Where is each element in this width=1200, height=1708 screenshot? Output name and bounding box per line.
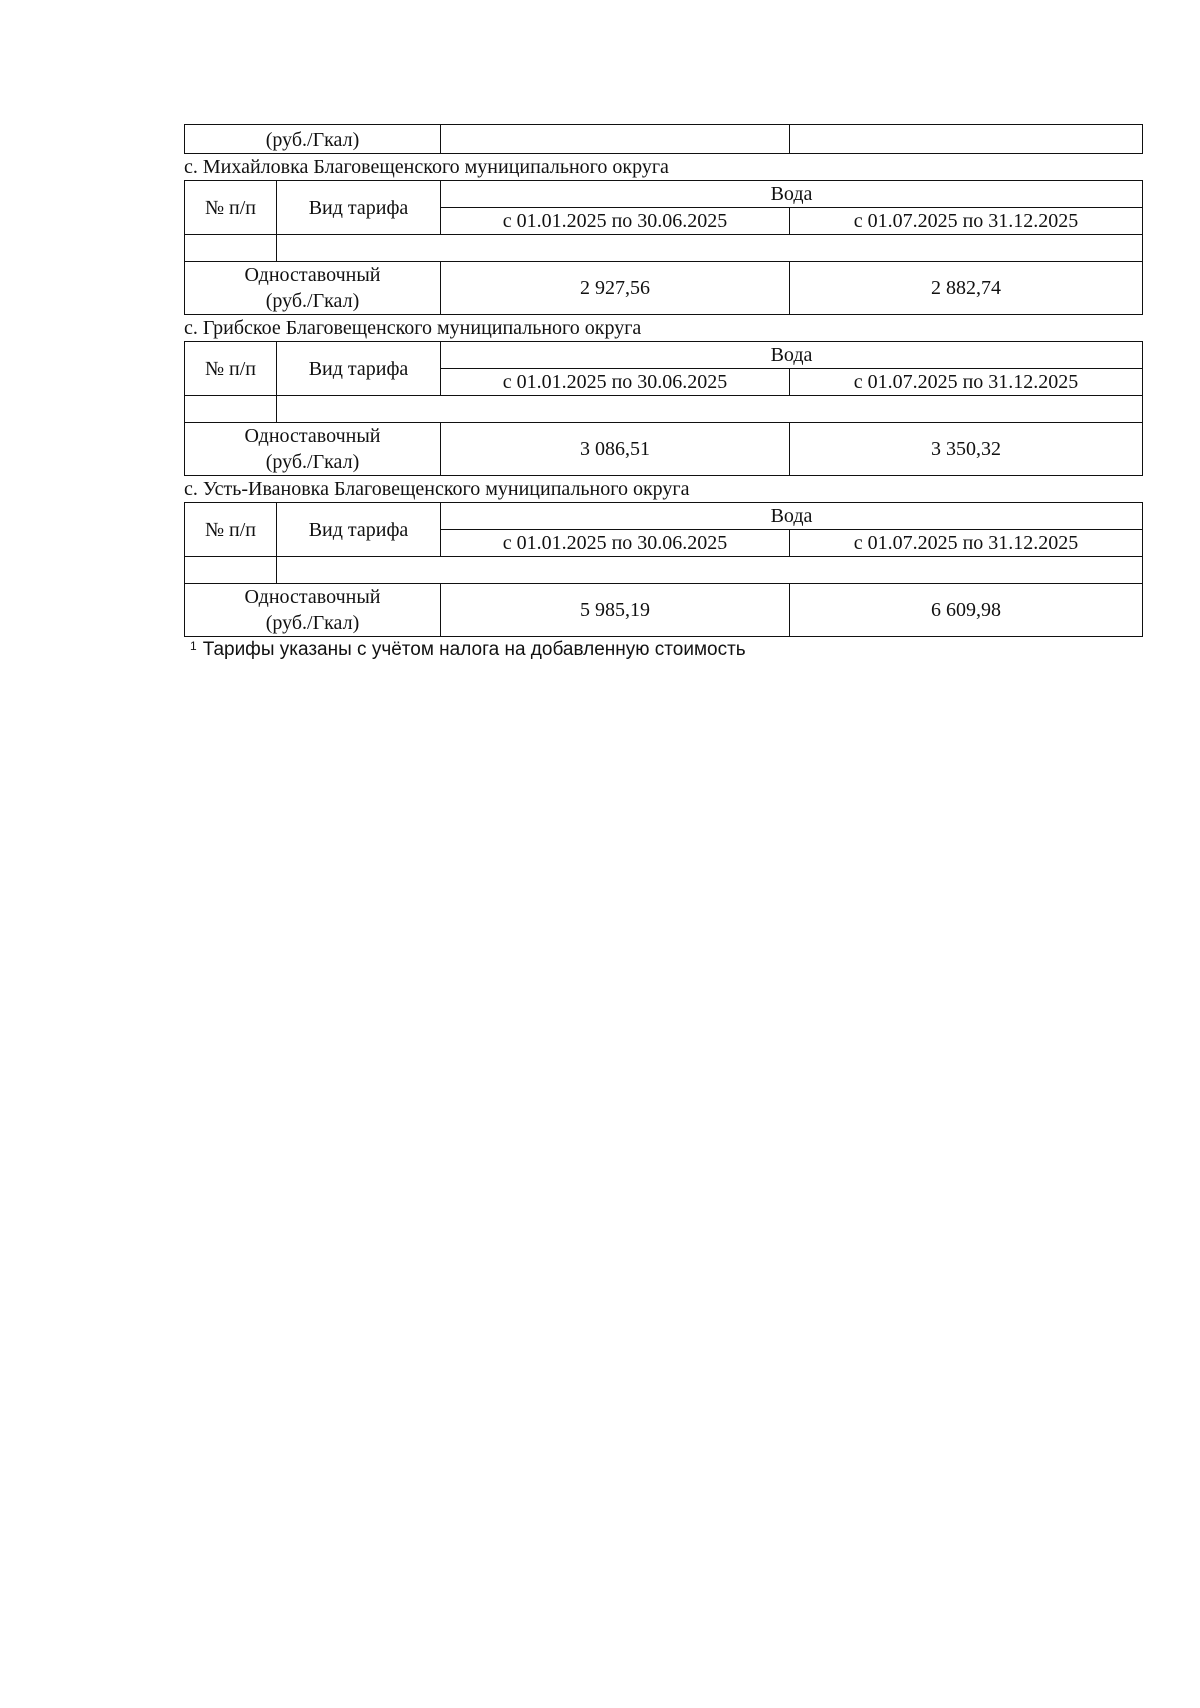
tariff-kind-line2: (руб./Гкал) (265, 451, 360, 473)
tariff-kind-cell (185, 262, 441, 315)
tariff-kind-line2: (руб./Гкал) (265, 290, 360, 312)
tariff-table-mikhailovka (184, 180, 1143, 315)
empty-cell-num (185, 557, 277, 584)
header-resource: Вода (441, 342, 1143, 369)
tariff-kind-line1: Одноставочный (244, 425, 381, 447)
header-kind: Вид тарифа (277, 181, 441, 235)
header-num: № п/п (185, 503, 277, 557)
empty-cell-span (277, 557, 1143, 584)
empty-row (185, 396, 1143, 423)
header-resource: Вода (441, 503, 1143, 530)
section-title-gribskoe: с. Грибское Благовещенского муниципального округа (184, 317, 642, 339)
header-resource: Вода (441, 181, 1143, 208)
section-title-ust-ivanovka: с. Усть-Ивановка Благовещенского муниципального округа (184, 478, 690, 500)
value-row (185, 584, 1143, 637)
carryover-table (184, 124, 1143, 154)
header-period-2: с 01.07.2025 по 31.12.2025 (790, 208, 1143, 235)
tariff-table-gribskoe (184, 341, 1143, 476)
tariff-kind-line1: Одноставочный (244, 586, 381, 608)
footnote-marker: 1 (190, 639, 197, 653)
header-period-2: с 01.07.2025 по 31.12.2025 (790, 369, 1143, 396)
value-row (185, 262, 1143, 315)
tariff-value-1: 3 086,51 (441, 423, 790, 476)
header-row (185, 503, 1143, 530)
header-num: № п/п (185, 342, 277, 396)
footnote-text: Тарифы указаны с учётом налога на добавленную стоимость (202, 639, 746, 660)
empty-cell-span (277, 396, 1143, 423)
empty-cell-span (277, 235, 1143, 262)
header-kind: Вид тарифа (277, 503, 441, 557)
header-period-1: с 01.01.2025 по 30.06.2025 (441, 208, 790, 235)
header-period-1: с 01.01.2025 по 30.06.2025 (441, 530, 790, 557)
tariff-table-ust-ivanovka (184, 502, 1143, 637)
tariff-kind-cell (185, 423, 441, 476)
tariff-value-1: 2 927,56 (441, 262, 790, 315)
tariff-kind-line2: (руб./Гкал) (265, 612, 360, 634)
tariff-kind-line1: Одноставочный (244, 264, 381, 286)
empty-row (185, 557, 1143, 584)
section-title-mikhailovka: с. Михайловка Благовещенского муниципального округа (184, 156, 669, 178)
carryover-value-1 (441, 125, 790, 154)
tariff-value-1: 5 985,19 (441, 584, 790, 637)
carryover-unit-label: (руб./Гкал) (185, 125, 441, 154)
empty-row (185, 235, 1143, 262)
tariff-value-2: 3 350,32 (790, 423, 1143, 476)
carryover-value-2 (790, 125, 1143, 154)
empty-cell-num (185, 396, 277, 423)
tariff-value-2: 6 609,98 (790, 584, 1143, 637)
document-page (184, 124, 1142, 663)
header-period-2: с 01.07.2025 по 31.12.2025 (790, 530, 1143, 557)
header-row (185, 342, 1143, 369)
header-kind: Вид тарифа (277, 342, 441, 396)
tariff-value-2: 2 882,74 (790, 262, 1143, 315)
tariff-kind-cell (185, 584, 441, 637)
empty-cell-num (185, 235, 277, 262)
header-period-1: с 01.01.2025 по 30.06.2025 (441, 369, 790, 396)
footnote (184, 637, 1142, 663)
header-row (185, 181, 1143, 208)
value-row (185, 423, 1143, 476)
header-num: № п/п (185, 181, 277, 235)
carryover-row (185, 125, 1143, 154)
